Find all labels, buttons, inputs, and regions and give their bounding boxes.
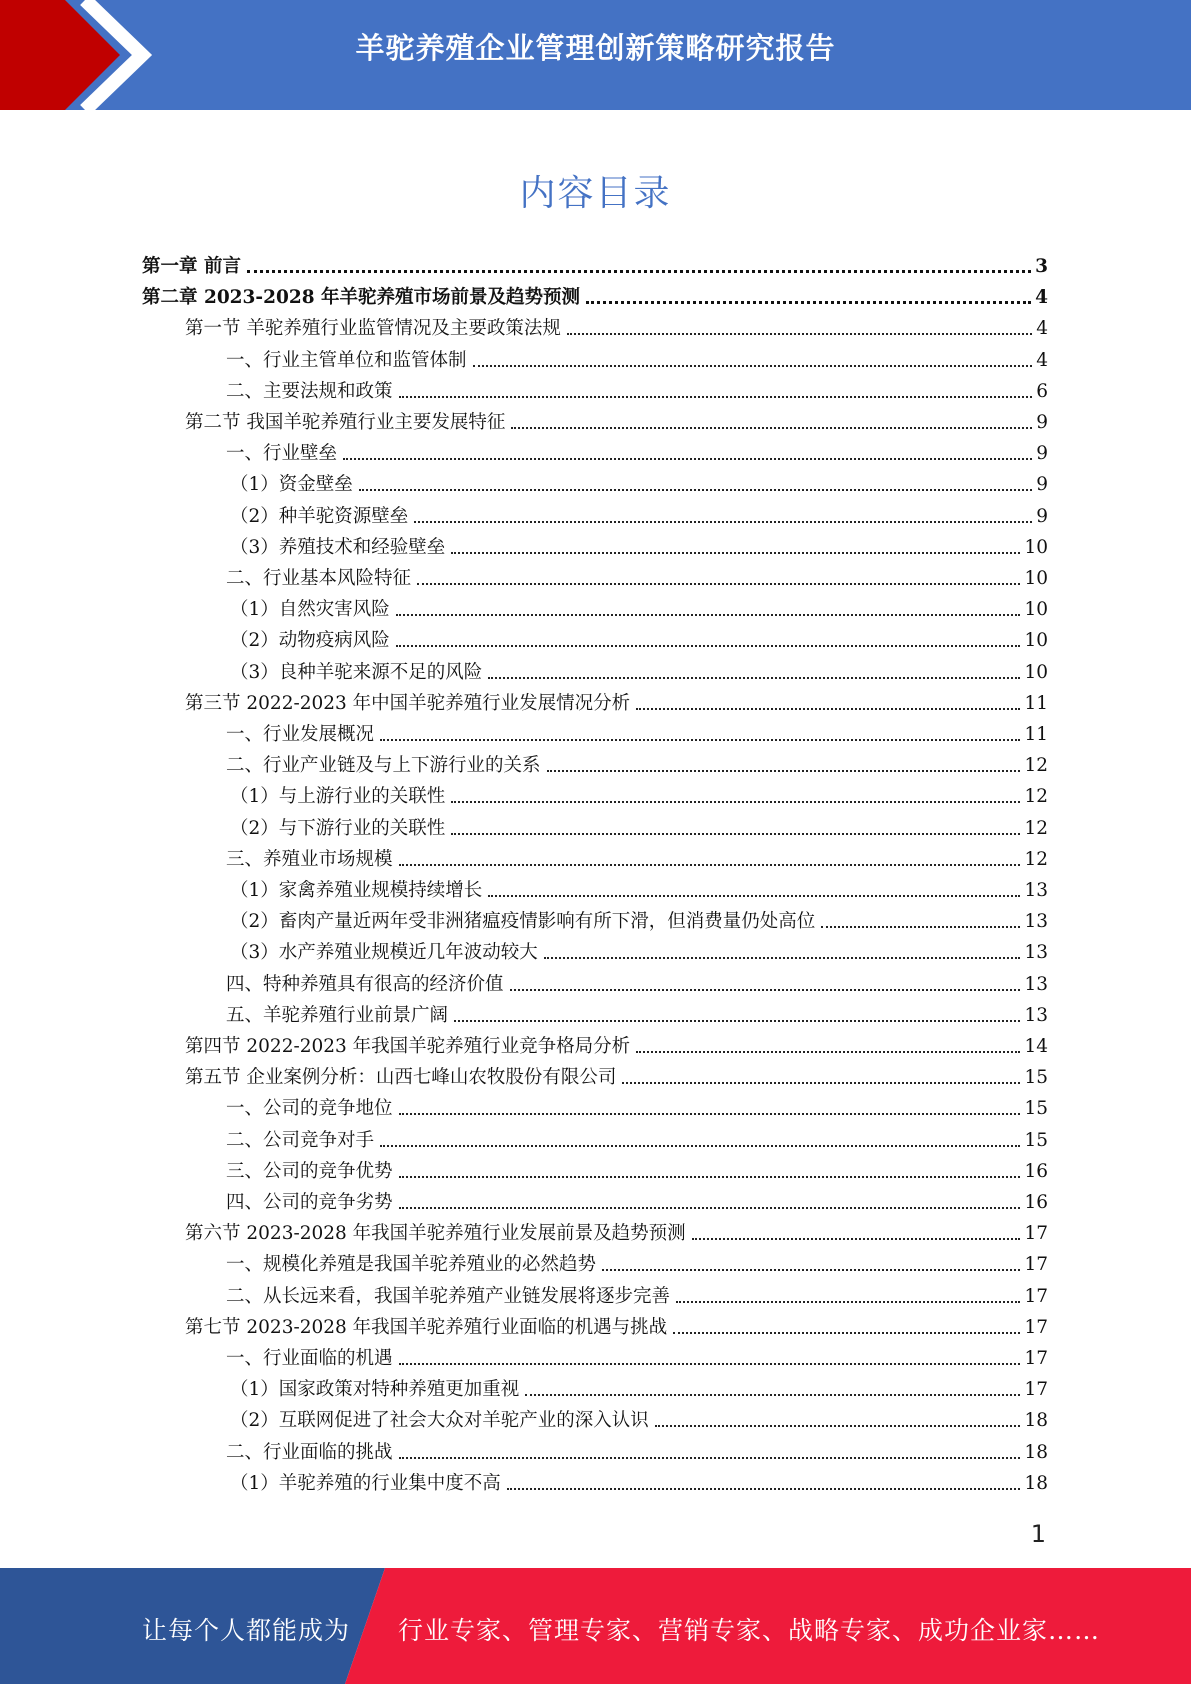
toc-entry[interactable] <box>230 1407 1048 1435</box>
toc-dot-leader <box>451 800 1020 803</box>
toc-entry[interactable] <box>230 783 1048 811</box>
toc-dot-leader <box>821 925 1020 928</box>
toc-dot-leader <box>396 613 1021 616</box>
toc-dot-leader <box>451 551 1020 554</box>
toc-entry-page: 17 <box>1024 1316 1048 1338</box>
toc-entry-page: 10 <box>1024 568 1048 589</box>
toc-entry[interactable] <box>226 440 1048 468</box>
toc-entry-title: 二、行业基本风险特征 <box>226 568 412 589</box>
toc-entry[interactable] <box>230 1376 1048 1404</box>
toc-entry-page: 15 <box>1024 1067 1048 1089</box>
toc-entry-page: 12 <box>1024 786 1048 808</box>
toc-entry-page: 3 <box>1035 256 1048 277</box>
toc-dot-leader <box>396 644 1021 647</box>
toc-entry[interactable] <box>226 347 1048 375</box>
toc-entry[interactable] <box>226 1158 1048 1186</box>
toc-entry-page: 17 <box>1024 1348 1048 1369</box>
toc-entry-title: 五、羊驼养殖行业前景广阔 <box>226 1004 449 1026</box>
toc-entry-page: 4 <box>1036 318 1048 340</box>
toc-entry-page: 18 <box>1024 1472 1048 1494</box>
toc-entry-title: 一、公司的竞争地位 <box>226 1098 393 1120</box>
toc-entry-page: 12 <box>1024 755 1048 777</box>
toc-dot-leader <box>567 332 1032 335</box>
toc-dot-leader <box>673 1331 1020 1334</box>
toc-entry[interactable] <box>185 409 1048 437</box>
toc-entry[interactable] <box>230 1470 1048 1498</box>
toc-heading: 内容目录 <box>519 173 672 214</box>
toc-dot-leader <box>602 1268 1020 1271</box>
toc-entry-page: 12 <box>1024 817 1048 839</box>
toc-entry-page: 17 <box>1024 1285 1048 1307</box>
toc-entry-page: 9 <box>1036 443 1048 465</box>
toc-entry-page: 14 <box>1024 1036 1048 1057</box>
toc-entry-title: （2）畜肉产量近两年受非洲猪瘟疫情影响有所下滑，但消费量仍处高位 <box>230 911 816 933</box>
toc-entry-title: 二、行业产业链及与上下游行业的关系 <box>226 755 541 777</box>
toc-entry-title: 第二节 我国羊驼养殖行业主要发展特征 <box>185 412 506 433</box>
toc-entry[interactable] <box>226 971 1048 999</box>
toc-entry[interactable] <box>230 815 1048 843</box>
toc-entry-title: （1）国家政策对特种养殖更加重视 <box>230 1379 520 1401</box>
toc-entry[interactable] <box>185 1220 1048 1248</box>
toc-entry-title: 一、行业发展概况 <box>226 724 375 745</box>
toc-entry[interactable] <box>185 690 1048 718</box>
toc-entry-page: 9 <box>1036 474 1048 496</box>
toc-dot-leader <box>636 707 1020 710</box>
toc-dot-leader <box>488 676 1020 679</box>
toc-entry-page: 11 <box>1024 692 1048 714</box>
toc-dot-leader <box>380 738 1020 741</box>
toc-dot-leader <box>511 426 1032 429</box>
toc-entry[interactable] <box>185 315 1048 343</box>
toc-entry-page: 13 <box>1024 880 1048 901</box>
toc-dot-leader <box>454 1019 1020 1022</box>
toc-entry-title: 一、规模化养殖是我国羊驼养殖业的必然趋势 <box>226 1254 597 1276</box>
toc-entry[interactable] <box>230 659 1048 687</box>
toc-entry-page: 17 <box>1024 1254 1048 1276</box>
toc-dot-leader <box>359 488 1032 491</box>
toc-entry[interactable] <box>185 1064 1048 1092</box>
toc-entry-page: 17 <box>1024 1379 1048 1401</box>
toc-entry-title: （3）良种羊驼来源不足的风险 <box>230 661 483 683</box>
toc-dot-leader <box>622 1081 1020 1084</box>
toc-entry-title: （2）与下游行业的关联性 <box>230 817 446 839</box>
toc-entry-title: （3）养殖技术和经验壁垒 <box>230 536 446 558</box>
toc-entry[interactable] <box>226 846 1048 874</box>
toc-entry[interactable] <box>226 1345 1048 1373</box>
toc-entry[interactable] <box>226 1283 1048 1311</box>
toc-entry-title: 第七节 2023-2028 年我国羊驼养殖行业面临的机遇与挑战 <box>185 1316 668 1338</box>
toc-entry[interactable] <box>230 908 1048 936</box>
toc-entry-page: 10 <box>1024 536 1048 558</box>
page-number: 1 <box>1030 1520 1046 1548</box>
toc-entry-page: 10 <box>1024 630 1048 652</box>
toc-entry[interactable] <box>185 1314 1048 1342</box>
toc-entry-page: 18 <box>1024 1441 1048 1463</box>
toc-entry-title: 一、行业壁垒 <box>226 443 338 465</box>
toc-entry-title: 二、从长远来看，我国羊驼养殖产业链发展将逐步完善 <box>226 1285 671 1307</box>
toc-entry-page: 16 <box>1024 1192 1048 1213</box>
toc-entry-title: （1）家禽养殖业规模持续增长 <box>230 880 483 901</box>
toc-dot-leader <box>417 582 1020 585</box>
toc-dot-leader <box>399 1206 1021 1209</box>
toc-entry[interactable] <box>230 534 1048 562</box>
toc-entry-title: 一、行业面临的机遇 <box>226 1348 393 1369</box>
toc-dot-leader <box>451 832 1020 835</box>
toc-entry-title: 第三节 2022-2023 年中国羊驼养殖行业发展情况分析 <box>185 692 631 714</box>
toc-entry-title: 第一章 前言 <box>142 256 241 277</box>
toc-entry[interactable] <box>230 877 1048 905</box>
toc-entry-page: 13 <box>1024 942 1048 964</box>
toc-entry[interactable] <box>226 1002 1048 1030</box>
toc-entry-title: （2）种羊驼资源壁垒 <box>230 505 409 527</box>
toc-entry[interactable] <box>226 565 1048 593</box>
toc-entry[interactable] <box>185 1033 1048 1061</box>
toc-entry-page: 9 <box>1036 505 1048 527</box>
toc-entry-title: 第二章 2023-2028 年羊驼养殖市场前景及趋势预测 <box>142 287 581 309</box>
toc-entry-page: 6 <box>1036 380 1048 402</box>
toc-dot-leader <box>343 457 1032 460</box>
toc-entry-title: （1）资金壁垒 <box>230 474 353 496</box>
footer-slogan-left: 让每个人都能成为 <box>142 1616 351 1645</box>
toc-dot-leader <box>525 1393 1020 1396</box>
toc-entry-title: 四、公司的竞争劣势 <box>226 1192 393 1213</box>
toc-dot-leader <box>473 364 1033 367</box>
toc-dot-leader <box>399 863 1021 866</box>
toc-entry-page: 4 <box>1036 349 1048 371</box>
toc-dot-leader <box>510 988 1021 991</box>
toc-entry[interactable] <box>226 378 1048 406</box>
toc-entry-title: 第五节 企业案例分析：山西七峰山农牧股份有限公司 <box>185 1067 617 1089</box>
toc-entry-title: （1）自然灾害风险 <box>230 599 390 621</box>
toc-entry-page: 15 <box>1024 1129 1048 1151</box>
toc-entry-page: 16 <box>1024 1160 1048 1182</box>
toc-dot-leader <box>636 1050 1020 1053</box>
toc-entry-page: 13 <box>1024 911 1048 933</box>
toc-dot-leader <box>399 1175 1021 1178</box>
toc-dot-leader <box>399 1362 1021 1365</box>
toc-dot-leader <box>507 1487 1021 1490</box>
toc-entry-title: 四、特种养殖具有很高的经济价值 <box>226 973 504 995</box>
toc-dot-leader <box>488 894 1020 897</box>
toc-dot-leader <box>399 1112 1021 1115</box>
toc-entry-page: 18 <box>1024 1410 1048 1432</box>
toc-dot-leader <box>399 1456 1021 1459</box>
toc-entry-title: 第六节 2023-2028 年我国羊驼养殖行业发展前景及趋势预测 <box>185 1223 686 1245</box>
toc-entry-title: 三、养殖业市场规模 <box>226 848 393 870</box>
toc-entry-page: 13 <box>1024 973 1048 995</box>
toc-entry[interactable] <box>226 1127 1048 1155</box>
toc-entry-title: 一、行业主管单位和监管体制 <box>226 349 467 371</box>
footer-band <box>0 1568 1191 1684</box>
report-title: 羊驼养殖企业管理创新策略研究报告 <box>355 31 836 65</box>
toc-entry-page: 17 <box>1024 1223 1048 1245</box>
toc-entry[interactable] <box>230 627 1048 655</box>
toc-dot-leader <box>692 1237 1021 1240</box>
toc-entry-title: （2）动物疫病风险 <box>230 630 390 652</box>
toc-entry-title: （3）水产养殖业规模近几年波动较大 <box>230 942 538 964</box>
toc-entry-title: （2）互联网促进了社会大众对羊驼产业的深入认识 <box>230 1410 649 1432</box>
toc-entry[interactable] <box>230 471 1048 499</box>
toc-entry-title: （1）羊驼养殖的行业集中度不高 <box>230 1472 501 1494</box>
toc-entry[interactable] <box>142 253 1048 281</box>
toc-entry-title: 二、主要法规和政策 <box>226 380 393 402</box>
toc-entry[interactable] <box>230 503 1048 531</box>
toc-entry-page: 13 <box>1024 1004 1048 1026</box>
toc-entry[interactable] <box>230 596 1048 624</box>
toc-entry-title: 二、公司竞争对手 <box>226 1129 375 1151</box>
toc-entry-page: 12 <box>1024 848 1048 870</box>
toc-entry-title: 第四节 2022-2023 年我国羊驼养殖行业竞争格局分析 <box>185 1036 631 1057</box>
toc-entry[interactable] <box>226 1251 1048 1279</box>
toc-entry[interactable] <box>226 752 1048 780</box>
toc-entry[interactable] <box>230 939 1048 967</box>
toc-entry-page: 4 <box>1035 287 1048 309</box>
toc-entry-title: 三、公司的竞争优势 <box>226 1160 393 1182</box>
toc-entry[interactable] <box>142 284 1048 312</box>
header-band <box>0 0 1191 110</box>
toc-entry-title: （1）与上游行业的关联性 <box>230 786 446 808</box>
toc-dot-leader <box>547 769 1021 772</box>
toc-entry-page: 9 <box>1036 412 1048 433</box>
toc-dot-leader <box>380 1144 1020 1147</box>
toc-dot-leader <box>414 520 1032 523</box>
toc-dot-leader <box>655 1424 1021 1427</box>
toc-entry[interactable] <box>226 1095 1048 1123</box>
toc-entry[interactable] <box>226 1439 1048 1467</box>
toc-dot-leader <box>247 269 1031 273</box>
toc-entry-page: 10 <box>1024 599 1048 621</box>
toc-entry[interactable] <box>226 1189 1048 1217</box>
toc-entry-title: 二、行业面临的挑战 <box>226 1441 393 1463</box>
toc-entry-page: 11 <box>1024 724 1048 745</box>
toc-dot-leader <box>544 956 1021 959</box>
toc-dot-leader <box>586 300 1031 304</box>
toc-entry-title: 第一节 羊驼养殖行业监管情况及主要政策法规 <box>185 318 561 340</box>
toc-dot-leader <box>676 1300 1020 1303</box>
toc-entry-page: 15 <box>1024 1098 1048 1120</box>
toc-entry[interactable] <box>226 721 1048 749</box>
footer-slogan-right: 行业专家、管理专家、营销专家、战略专家、成功企业家…… <box>398 1616 1101 1645</box>
toc-dot-leader <box>399 395 1033 398</box>
toc-entry-page: 10 <box>1024 661 1048 683</box>
